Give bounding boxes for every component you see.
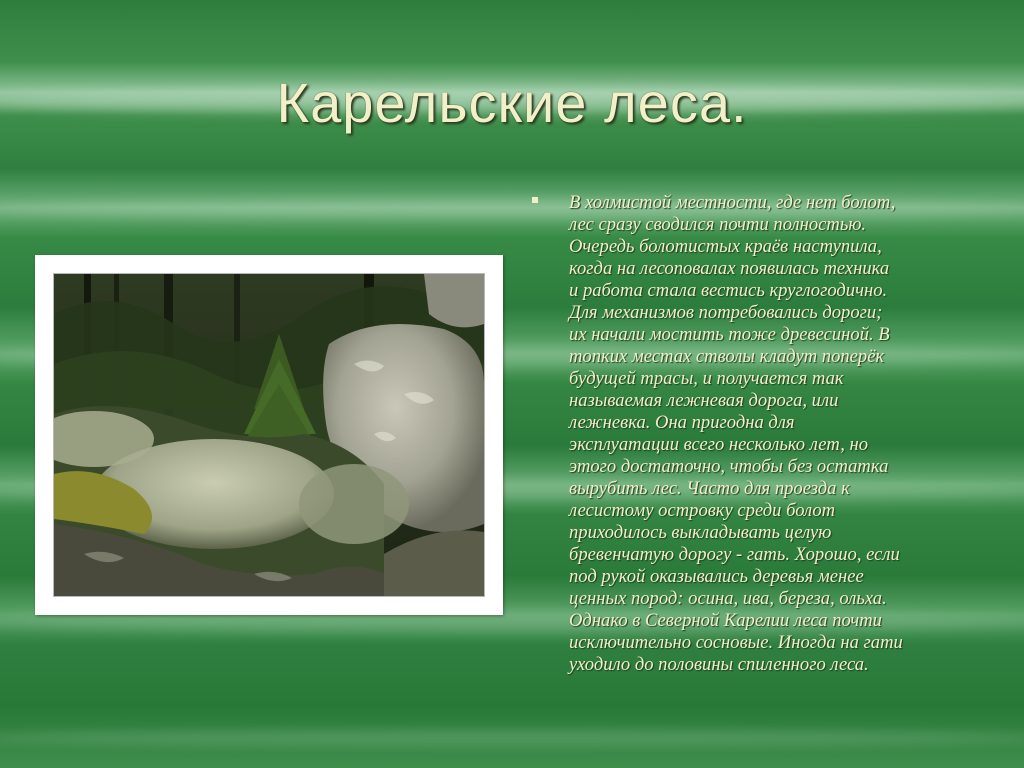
body-line: и работа стала вестись круглогодично. (569, 280, 888, 301)
body-line: лежневка. Она пригодна для (569, 412, 795, 433)
body-line: когда на лесоповалах появилась техника (569, 258, 890, 279)
body-line: называемая лежневая дорога, или (569, 390, 839, 411)
forest-photo (53, 273, 485, 597)
body-line: В холмистой местности, где нет болот, (569, 192, 896, 213)
body-line: Очередь болотистых краёв наступила, (569, 236, 882, 257)
body-line: Однако в Северной Карелии леса почти (569, 610, 882, 631)
bullet-square-icon (532, 197, 538, 203)
forest-photo-image (54, 274, 484, 596)
body-line: топких местах стволы кладут поперёк (569, 346, 885, 367)
body-line: их начали мостить тоже древесиной. В (569, 324, 890, 345)
body-line: Для механизмов потребовались дороги; (569, 302, 883, 323)
photo-frame (35, 255, 503, 615)
body-line: вырубить лес. Часто для проезда к (569, 478, 850, 499)
body-line: исключительно сосновые. Иногда на гати (569, 632, 903, 653)
background-streak (0, 730, 1024, 746)
body-line: лес сразу сводился почти полностью. (569, 214, 867, 235)
body-line: этого достаточно, чтобы без остатка (569, 456, 889, 477)
body-line: будущей трасы, и получается так (569, 368, 844, 389)
body-line: лесистому островку среди болот (569, 500, 836, 521)
body-line: под рукой оказывались деревья менее (569, 566, 864, 587)
body-line: уходило до половины спиленного леса. (569, 654, 869, 675)
body-line: ценных пород: осина, ива, береза, ольха. (569, 588, 887, 609)
body-paragraph (569, 192, 989, 676)
body-line: эксплуатации всего несколько лет, но (569, 434, 869, 455)
body-line: бревенчатую дорогу - гать. Хорошо, если (569, 544, 900, 565)
slide-title: Карельские леса. (276, 71, 748, 134)
body-line: приходилось выкладывать целую (569, 522, 832, 543)
